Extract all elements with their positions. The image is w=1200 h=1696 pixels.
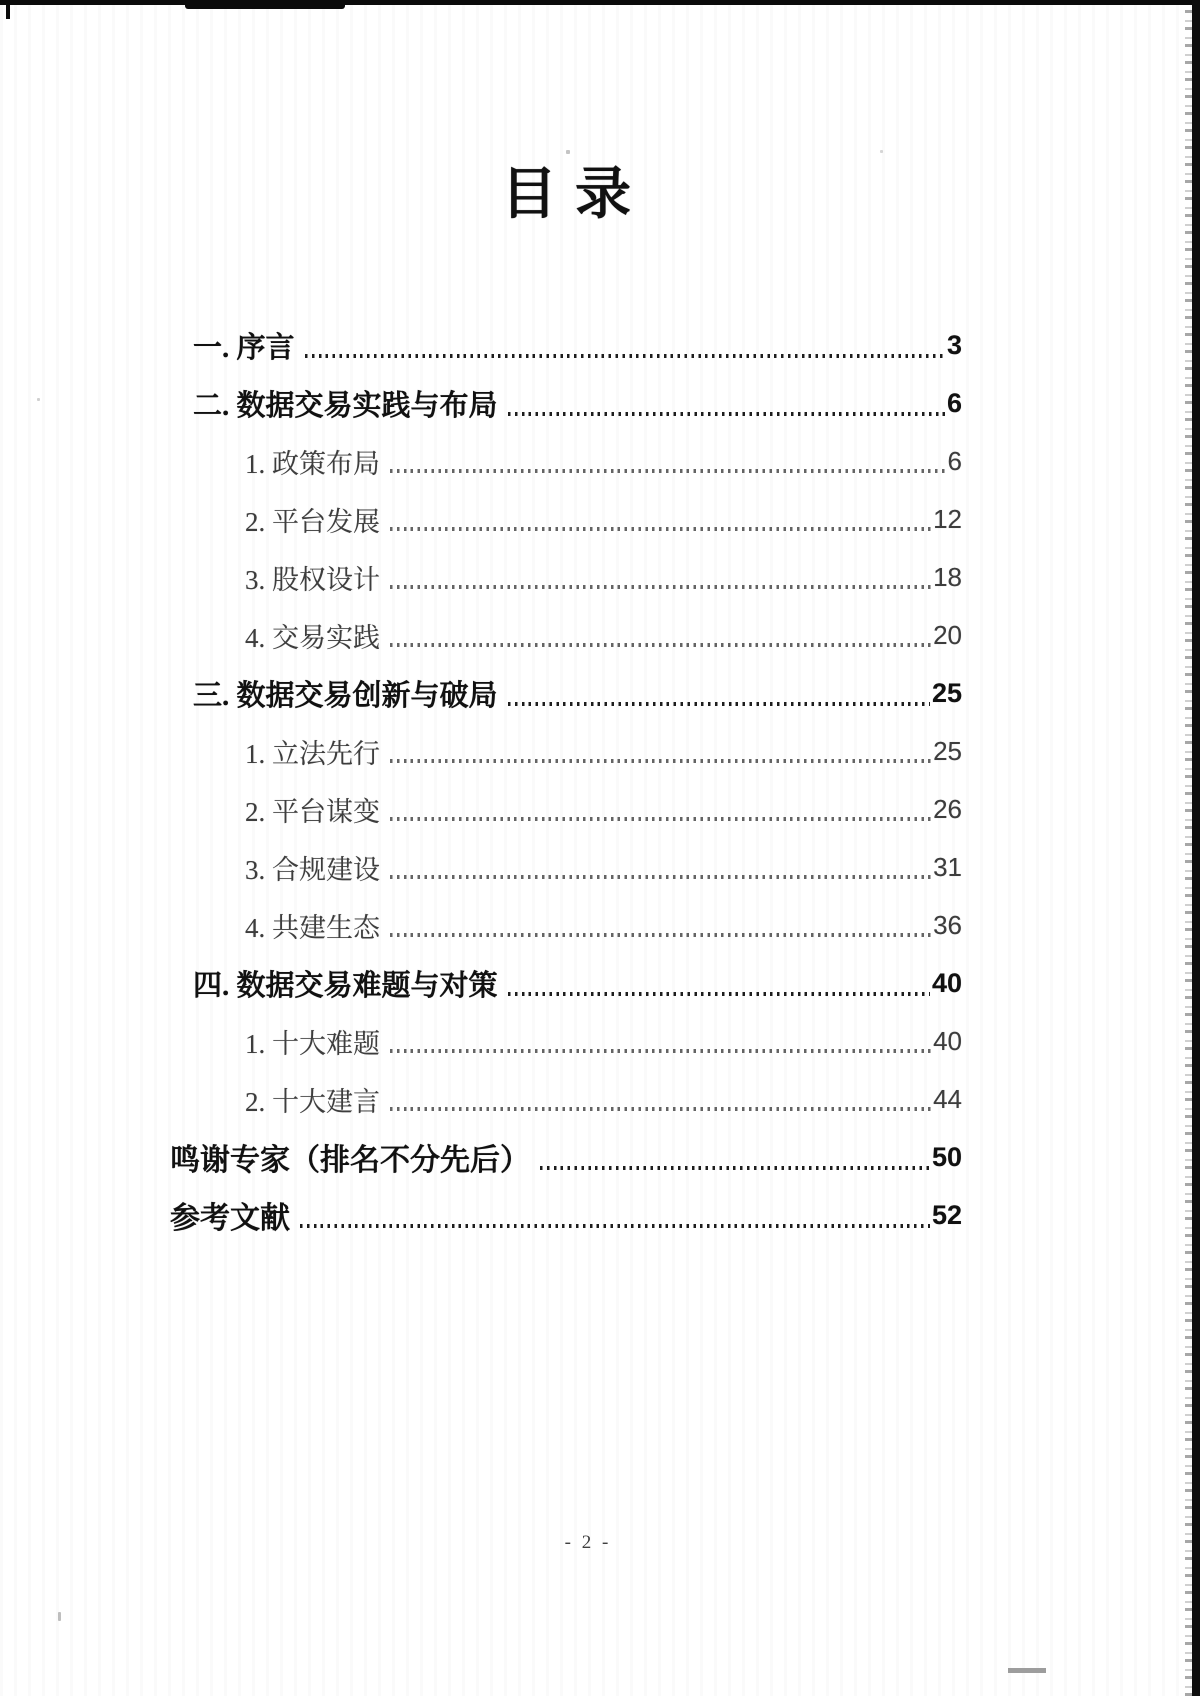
toc-entry-page: 26 bbox=[933, 793, 962, 824]
toc-entry-label: 1. 政策布局 bbox=[245, 448, 380, 479]
scan-mark-dash bbox=[1008, 1668, 1046, 1673]
dot-leader bbox=[390, 817, 931, 821]
scan-edge-right bbox=[1192, 0, 1200, 1696]
toc-entry bbox=[170, 1012, 962, 1070]
toc-entry-label: 鸣谢专家（排名不分先后） bbox=[170, 1144, 530, 1177]
dot-leader bbox=[390, 875, 931, 879]
toc-entry-label: 2. 平台谋变 bbox=[245, 796, 380, 827]
scan-speck bbox=[58, 1612, 61, 1621]
toc-entry-page: 31 bbox=[933, 851, 962, 882]
toc-entry bbox=[170, 374, 962, 432]
page-title: 目录 bbox=[501, 164, 649, 226]
toc-entry-page: 52 bbox=[931, 1199, 962, 1230]
dot-leader bbox=[390, 527, 931, 531]
scan-corner-hook bbox=[6, 2, 10, 19]
toc-entry bbox=[170, 548, 962, 606]
dot-leader bbox=[300, 1223, 930, 1228]
toc-entry-page: 20 bbox=[933, 619, 962, 650]
toc-entry-label: 3. 合规建设 bbox=[245, 854, 380, 885]
toc-entry bbox=[170, 606, 962, 664]
toc-entry bbox=[170, 1070, 962, 1128]
toc-entry-label: 2. 平台发展 bbox=[245, 506, 380, 537]
dot-leader bbox=[305, 353, 945, 358]
toc-entry-page: 40 bbox=[931, 967, 962, 998]
toc-entry-page: 25 bbox=[931, 677, 962, 708]
toc-entry-label: 1. 十大难题 bbox=[245, 1028, 380, 1059]
toc-entry-label: 三. 数据交易创新与破局 bbox=[193, 679, 498, 712]
toc-entry bbox=[170, 490, 962, 548]
dot-leader bbox=[390, 1107, 931, 1111]
toc-entry-page: 12 bbox=[933, 503, 962, 534]
page-number: - 2 - bbox=[564, 1532, 612, 1553]
toc-entry-page: 25 bbox=[933, 735, 962, 766]
toc-entry-label: 一. 序言 bbox=[193, 331, 295, 364]
toc-entry bbox=[170, 722, 962, 780]
toc-entry bbox=[170, 780, 962, 838]
scan-edge-right-noise bbox=[1185, 0, 1192, 1696]
toc-entry-label: 参考文献 bbox=[170, 1202, 290, 1235]
dot-leader bbox=[390, 585, 931, 589]
toc-entry bbox=[170, 664, 962, 722]
dot-leader bbox=[390, 643, 931, 647]
toc-entry-page: 18 bbox=[933, 561, 962, 592]
dot-leader bbox=[390, 933, 931, 937]
toc-entry bbox=[170, 1128, 962, 1186]
toc-entry bbox=[170, 316, 962, 374]
toc-entry-label: 1. 立法先行 bbox=[245, 738, 380, 769]
toc-entry-label: 四. 数据交易难题与对策 bbox=[193, 969, 498, 1002]
toc-entry bbox=[170, 896, 962, 954]
toc-entry-label: 4. 共建生态 bbox=[245, 912, 380, 943]
toc-entry bbox=[170, 432, 962, 490]
toc-entry-page: 36 bbox=[933, 909, 962, 940]
toc-entry-page: 50 bbox=[931, 1141, 962, 1172]
toc-entry bbox=[170, 954, 962, 1012]
toc-list bbox=[170, 316, 962, 1244]
toc-entry-label: 二. 数据交易实践与布局 bbox=[193, 389, 498, 422]
toc-entry-page: 44 bbox=[933, 1083, 962, 1114]
toc-entry-page: 40 bbox=[933, 1025, 962, 1056]
toc-entry bbox=[170, 1186, 962, 1244]
toc-entry-page: 6 bbox=[946, 387, 962, 418]
scan-edge-top bbox=[0, 0, 1200, 5]
scan-edge-top-blob bbox=[185, 0, 345, 9]
toc-entry-label: 2. 十大建言 bbox=[245, 1086, 380, 1117]
scan-speck bbox=[37, 398, 40, 401]
toc-entry-page: 3 bbox=[946, 329, 962, 360]
dot-leader bbox=[508, 411, 945, 416]
dot-leader bbox=[508, 701, 930, 706]
dot-leader bbox=[508, 991, 930, 996]
dot-leader bbox=[390, 469, 946, 473]
toc-entry-label: 4. 交易实践 bbox=[245, 622, 380, 653]
dot-leader bbox=[540, 1165, 930, 1170]
dot-leader bbox=[390, 759, 931, 763]
dot-leader bbox=[390, 1049, 931, 1053]
toc-entry bbox=[170, 838, 962, 896]
toc-entry-page: 6 bbox=[947, 445, 962, 476]
toc-entry-label: 3. 股权设计 bbox=[245, 564, 380, 595]
